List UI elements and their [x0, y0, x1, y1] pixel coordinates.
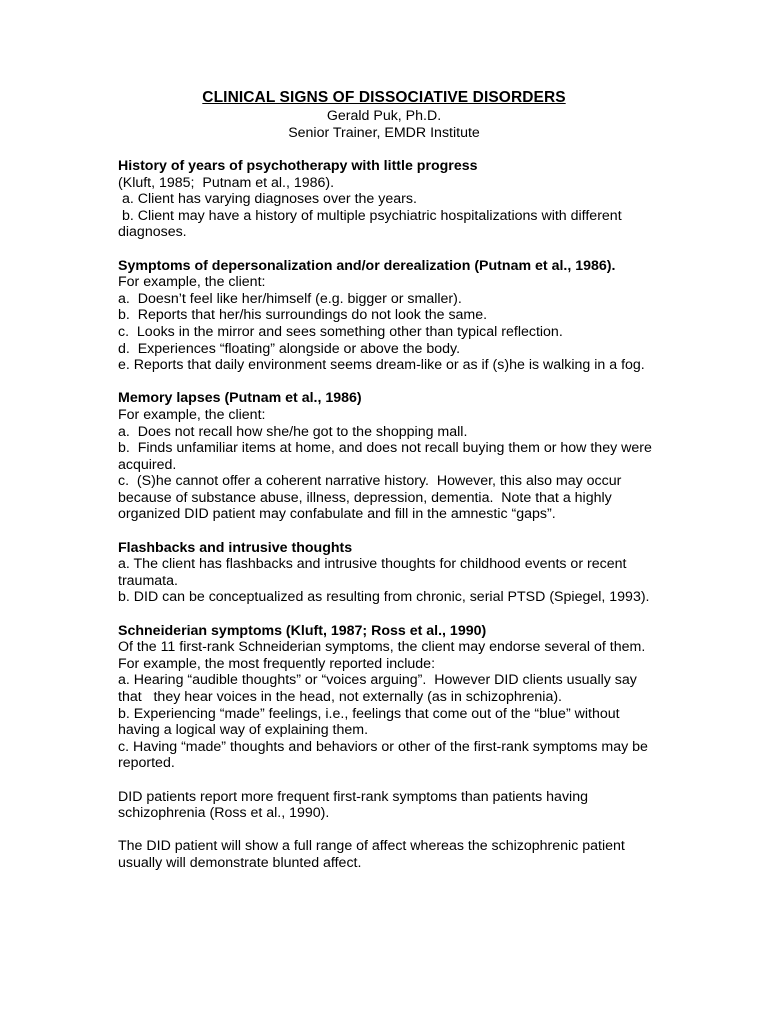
body-line: d. Experiences “floating” alongside or above the body.	[118, 340, 461, 357]
section-heading: Symptoms of depersonalization and/or derealization (Putnam et al., 1986).	[118, 257, 616, 274]
document-header	[0, 88, 768, 142]
body-line: (Kluft, 1985; Putnam et al., 1986).	[118, 174, 335, 191]
section-depersonalization	[118, 258, 658, 374]
body-line: a. Doesn’t feel like her/himself (e.g. bigger or smaller).	[118, 290, 462, 307]
body-line: The DID patient will show a full range of affect whereas the schizophrenic patient usually will demonstrate blunted affect.	[118, 838, 629, 871]
body-line: b. Experiencing “made” feelings, i.e., feelings that come out of the “blue” without having a logical way of explaining them.	[118, 705, 624, 739]
body-line: a. Does not recall how she/he got to the shopping mall.	[118, 423, 468, 440]
body-line: b. Client may have a history of multiple psychiatric hospitalizations with different diagnoses.	[118, 207, 626, 241]
body-line: Of the 11 first-rank Schneiderian symptoms, the client may endorse several of them.	[118, 639, 646, 656]
document-title: CLINICAL SIGNS OF DISSOCIATIVE DISORDERS	[202, 89, 566, 106]
body-line: For example, the client:	[118, 274, 266, 291]
body-line: c. Looks in the mirror and sees something other than typical reflection.	[118, 323, 563, 340]
body-line: a. Hearing “audible thoughts” or “voices arguing”. However DID clients usually say that they hear voices in the head, not externally (as in schizophrenia).	[118, 672, 641, 705]
body-line: b. Reports that her/his surroundings do not look the same.	[118, 307, 488, 324]
body-line: c. (S)he cannot offer a coherent narrative history. However, this also may occur because of substance abuse, illness, depression, dementia. Note that a highly organized DID patient may confabulate and fill in the amnestic “gaps”.	[118, 473, 626, 523]
author-affiliation: Senior Trainer, EMDR Institute	[288, 125, 480, 141]
body-line: For example, the client:	[118, 406, 266, 423]
section-psychotherapy-history	[118, 158, 658, 241]
section-flashbacks	[118, 540, 658, 606]
section-memory-lapses	[118, 390, 658, 523]
body-line: a. Client has varying diagnoses over the years.	[118, 191, 417, 208]
author-name: Gerald Puk, Ph.D.	[326, 108, 442, 124]
body-line: b. Finds unfamiliar items at home, and does not recall buying them or how they were acquired.	[118, 440, 656, 473]
section-heading: History of years of psychotherapy with little progress	[118, 158, 478, 174]
section-heading: Flashbacks and intrusive thoughts	[118, 539, 353, 556]
document-body	[118, 158, 658, 888]
paragraph-first-rank-symptoms	[118, 789, 658, 822]
section-heading: Schneiderian symptoms (Kluft, 1987; Ross et al., 1990)	[118, 622, 487, 639]
section-schneiderian-symptoms	[118, 623, 658, 772]
body-line: e. Reports that daily environment seems dream-like or as if (s)he is walking in a fog.	[118, 357, 645, 374]
body-line: DID patients report more frequent first-rank symptoms than patients having schizophrenia (Ross et al., 1990).	[118, 788, 592, 822]
body-line: b. DID can be conceptualized as resulting from chronic, serial PTSD (Spiegel, 1993).	[118, 589, 650, 606]
section-heading: Memory lapses (Putnam et al., 1986)	[118, 390, 362, 407]
paragraph-range-of-affect	[118, 838, 658, 871]
body-line: a. The client has flashbacks and intrusive thoughts for childhood events or recent traumata.	[118, 556, 631, 589]
body-line: c. Having “made” thoughts and behaviors or other of the first-rank symptoms may be reported.	[118, 738, 652, 772]
body-line: For example, the most frequently reported include:	[118, 655, 436, 672]
